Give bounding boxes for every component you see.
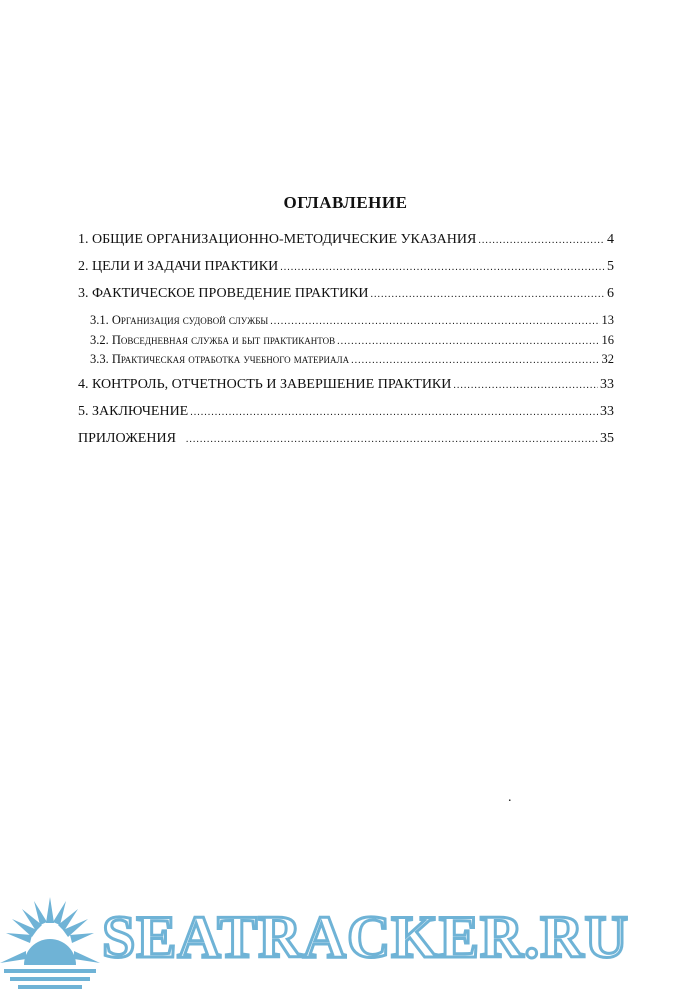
toc-entry-4 [78,377,614,393]
toc-entry-page: 33 [600,404,614,419]
toc-entry-label: 2. ЦЕЛИ И ЗАДАЧИ ПРАКТИКИ [78,259,279,274]
toc-leader-dots [478,235,605,246]
toc-entry-page: 5 [607,259,614,274]
toc-entry-label: 3. ФАКТИЧЕСКОЕ ПРОВЕДЕНИЕ ПРАКТИКИ [78,286,369,301]
toc-entry-page: 16 [601,333,614,347]
toc-entry-label: 1. ОБЩИЕ ОРГАНИЗАЦИОННО-МЕТОДИЧЕСКИЕ УКАЗАНИЯ [78,232,477,247]
toc-entry-3-3 [90,352,614,367]
toc-entry-3-1 [90,313,614,328]
toc-entry-label: 3.2. Повседневная служба и быт практикантов [90,333,336,347]
page-title: ОГЛАВЛЕНИЕ [283,193,408,212]
watermark-text: SEATRACKER.RU [102,904,629,970]
toc-entry-page: 6 [607,286,614,301]
toc-entry-label: 3.1. Организация судовой службы [90,313,269,327]
toc-leader-dots [186,434,598,445]
toc-leader-dots [371,289,605,300]
toc-entry-page: 32 [601,352,614,366]
toc-entry-page: 33 [600,377,614,392]
toc-entry-label: ПРИЛОЖЕНИЯ [78,431,176,446]
toc-leader-dots [190,407,598,418]
toc-entry-3-2 [90,333,614,348]
toc-leader-dots [337,336,599,347]
toc-entry-label: 4. КОНТРОЛЬ, ОТЧЕТНОСТЬ И ЗАВЕРШЕНИЕ ПРАКТИКИ [78,377,452,392]
toc-entry-3 [78,286,614,302]
toc-entry-page: 35 [600,431,614,446]
toc-entry-label: 5. ЗАКЛЮЧЕНИЕ [78,404,189,419]
toc-leader-dots [270,316,599,327]
toc-entry-2 [78,259,614,275]
toc-entry-page: 13 [601,313,614,327]
toc-leader-dots [453,380,598,391]
toc-leader-dots [351,355,599,366]
stray-dot: . [508,790,512,805]
watermark [0,885,691,1000]
toc-entry-appendix [78,431,614,447]
toc-entry-5 [78,404,614,420]
sun-over-water-icon [0,885,105,1000]
toc-entry-label: 3.3. Практическая отработка учебного материала [90,352,350,366]
toc-entry-1 [78,232,614,248]
toc-leader-dots [280,262,605,273]
toc-entry-page: 4 [607,232,614,247]
